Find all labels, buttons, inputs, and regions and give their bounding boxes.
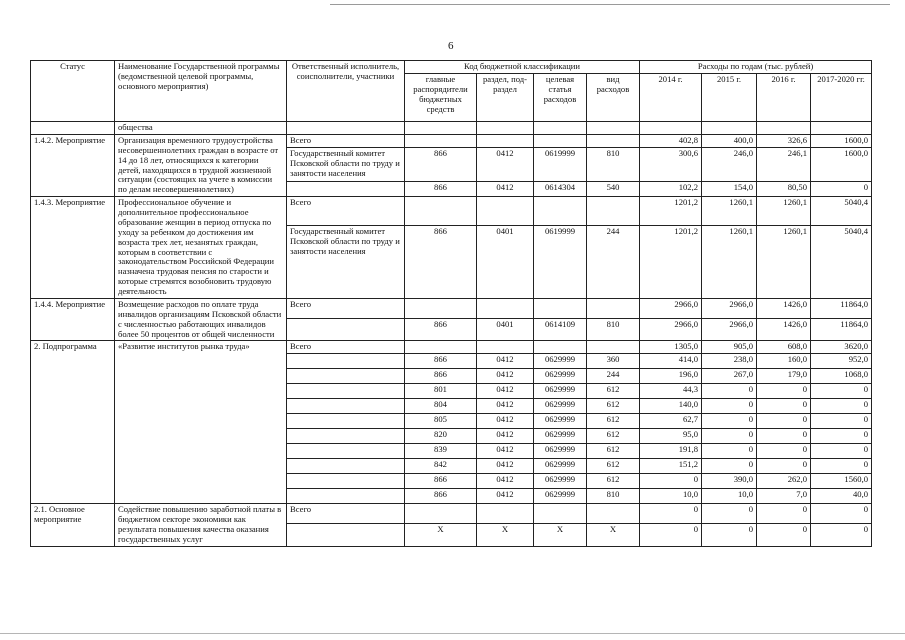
grbs-code: 866	[405, 148, 477, 181]
header-year-col: 2017-2020 гг.	[811, 74, 872, 122]
year-value: 80,50	[757, 181, 811, 196]
executor-cell	[287, 414, 405, 429]
year-value: 196,0	[640, 369, 702, 384]
section-status: 1.4.3. Мероприятие	[31, 197, 115, 299]
year-value: 2966,0	[640, 318, 702, 341]
target-article-code: 0629999	[534, 414, 587, 429]
empty-code-cell	[405, 134, 477, 147]
section-code: 0412	[477, 384, 534, 399]
total-value: 400,0	[702, 134, 757, 147]
target-article-code: 0619999	[534, 148, 587, 181]
grbs-code: 866	[405, 489, 477, 504]
target-article-code: 0629999	[534, 444, 587, 459]
section-name: Организация временного трудоустройства несовершеннолетних граждан в возрасте от 14 до 18 лет, относящихся к категории детей, находящихся в трудной жизненной ситуации (состоящих на учете в комиссии по делам несовершеннолетних)	[115, 134, 287, 196]
year-value: 0	[702, 399, 757, 414]
empty-code-cell	[405, 298, 477, 318]
total-value: 2966,0	[640, 298, 702, 318]
year-value: 246,1	[757, 148, 811, 181]
empty-code-cell	[405, 504, 477, 524]
section-code: 0412	[477, 429, 534, 444]
expense-type-code: 360	[587, 354, 640, 369]
total-value: 1201,2	[640, 197, 702, 226]
empty-code-cell	[534, 504, 587, 524]
header-bcc-col: раздел, под-раздел	[477, 74, 534, 122]
year-value: 246,0	[702, 148, 757, 181]
expense-type-code: 612	[587, 459, 640, 474]
expense-type-code: 810	[587, 318, 640, 341]
year-value: 10,0	[702, 489, 757, 504]
target-article-code: 0629999	[534, 354, 587, 369]
executor-cell	[287, 318, 405, 341]
total-value: 3620,0	[811, 341, 872, 354]
header-year-col: 2016 г.	[757, 74, 811, 122]
grbs-code: 820	[405, 429, 477, 444]
grbs-code: 866	[405, 226, 477, 299]
header-bcc-col: главные распорядители бюджетных средств	[405, 74, 477, 122]
scan-artifact-line	[0, 633, 905, 634]
total-value: 1600,0	[811, 134, 872, 147]
page-number: 6	[448, 40, 454, 52]
target-article-code: 0629999	[534, 384, 587, 399]
year-value: 1560,0	[811, 474, 872, 489]
target-article-code: 0614304	[534, 181, 587, 196]
expense-type-code: 612	[587, 399, 640, 414]
expense-type-code: X	[587, 524, 640, 547]
total-label: Всего	[287, 504, 405, 524]
year-value: 0	[640, 474, 702, 489]
section-total-row	[31, 134, 872, 147]
year-value: 0	[702, 429, 757, 444]
expense-type-code: 612	[587, 429, 640, 444]
year-value: 44,3	[640, 384, 702, 399]
empty-code-cell	[477, 134, 534, 147]
target-article-code: 0619999	[534, 226, 587, 299]
executor-cell: Государственный комитет Псковской области по труду и занятости населения	[287, 226, 405, 299]
year-value: 0	[702, 524, 757, 547]
header-bcc-col: вид расходов	[587, 74, 640, 122]
grbs-code: 866	[405, 369, 477, 384]
empty-code-cell	[477, 341, 534, 354]
year-value: 1260,1	[757, 226, 811, 299]
grbs-code: 866	[405, 318, 477, 341]
year-value: 1260,1	[702, 226, 757, 299]
year-value: 0	[811, 444, 872, 459]
grbs-code: 842	[405, 459, 477, 474]
section-status: 1.4.4. Мероприятие	[31, 298, 115, 341]
section-code: 0412	[477, 444, 534, 459]
year-value: 0	[702, 384, 757, 399]
empty-code-cell	[534, 197, 587, 226]
section-code: 0412	[477, 148, 534, 181]
empty-code-cell	[587, 504, 640, 524]
header-name: Наименование Государственной программы (ведомственной целевой программы, основного мероприятия)	[115, 61, 287, 122]
header-bcc-group: Код бюджетной классификации	[405, 61, 640, 74]
grbs-code: 866	[405, 181, 477, 196]
year-value: 267,0	[702, 369, 757, 384]
year-value: 102,2	[640, 181, 702, 196]
year-value: 151,2	[640, 459, 702, 474]
total-value: 1426,0	[757, 298, 811, 318]
total-value: 0	[757, 504, 811, 524]
year-value: 0	[757, 414, 811, 429]
year-value: 0	[811, 524, 872, 547]
target-article-code: 0614109	[534, 318, 587, 341]
section-code: 0412	[477, 369, 534, 384]
section-name: Возмещение расходов по оплате труда инвалидов организациям Псковской области с численностью работающих инвалидов более 50 процентов от общей численности	[115, 298, 287, 341]
target-article-code: 0629999	[534, 474, 587, 489]
year-value: 238,0	[702, 354, 757, 369]
header-expenses-group: Расходы по годам (тыс. рублей)	[640, 61, 872, 74]
total-value: 0	[702, 504, 757, 524]
year-value: 0	[757, 429, 811, 444]
section-status: 2.1. Основное мероприятие	[31, 504, 115, 547]
total-value: 1305,0	[640, 341, 702, 354]
year-value: 1426,0	[757, 318, 811, 341]
total-value: 1260,1	[757, 197, 811, 226]
total-label: Всего	[287, 134, 405, 147]
empty-code-cell	[587, 298, 640, 318]
section-total-row	[31, 341, 872, 354]
year-value: 0	[811, 384, 872, 399]
expense-type-code: 612	[587, 384, 640, 399]
year-value: 7,0	[757, 489, 811, 504]
grbs-code: 804	[405, 399, 477, 414]
section-name: «Развитие институтов рынка труда»	[115, 341, 287, 504]
section-code: 0412	[477, 181, 534, 196]
empty-code-cell	[534, 298, 587, 318]
executor-cell	[287, 384, 405, 399]
year-value: 40,0	[811, 489, 872, 504]
year-value: 0	[757, 444, 811, 459]
total-label: Всего	[287, 197, 405, 226]
carry-over-row	[31, 122, 872, 135]
executor-cell	[287, 489, 405, 504]
total-value: 11864,0	[811, 298, 872, 318]
grbs-code: 839	[405, 444, 477, 459]
executor-cell	[287, 354, 405, 369]
expense-type-code: 540	[587, 181, 640, 196]
total-label: Всего	[287, 298, 405, 318]
year-value: 0	[811, 414, 872, 429]
scan-artifact-line	[330, 4, 890, 5]
expense-type-code: 612	[587, 474, 640, 489]
year-value: 140,0	[640, 399, 702, 414]
year-value: 95,0	[640, 429, 702, 444]
year-value: 10,0	[640, 489, 702, 504]
section-total-row	[31, 197, 872, 226]
year-value: 0	[757, 384, 811, 399]
year-value: 179,0	[757, 369, 811, 384]
grbs-code: 801	[405, 384, 477, 399]
total-value: 2966,0	[702, 298, 757, 318]
target-article-code: 0629999	[534, 459, 587, 474]
year-value: 0	[757, 459, 811, 474]
total-value: 608,0	[757, 341, 811, 354]
year-value: 300,6	[640, 148, 702, 181]
expense-type-code: 244	[587, 369, 640, 384]
grbs-code: 866	[405, 354, 477, 369]
year-value: 160,0	[757, 354, 811, 369]
year-value: 1600,0	[811, 148, 872, 181]
grbs-code: X	[405, 524, 477, 547]
year-value: 0	[702, 414, 757, 429]
expense-type-code: 612	[587, 444, 640, 459]
executor-cell	[287, 459, 405, 474]
carry-over-text: общества	[115, 122, 287, 135]
year-value: 0	[811, 459, 872, 474]
empty-code-cell	[405, 341, 477, 354]
total-value: 0	[811, 504, 872, 524]
year-value: 5040,4	[811, 226, 872, 299]
section-name: Профессиональное обучение и дополнительное профессиональное образование женщин в период отпуска по уходу за ребенком до достижения им возраста трех лет, незанятых граждан, которым в соответствии с законодательством Российской Федерации назначена трудовая пенсия по старости и которые стремятся возобновить трудовую деятельность	[115, 197, 287, 299]
empty-code-cell	[477, 504, 534, 524]
target-article-code: 0629999	[534, 399, 587, 414]
section-status: 2. Подпрограмма	[31, 341, 115, 504]
executor-cell	[287, 444, 405, 459]
total-value: 5040,4	[811, 197, 872, 226]
empty-code-cell	[534, 134, 587, 147]
executor-cell: Государственный комитет Псковской области по труду и занятости населения	[287, 148, 405, 181]
header-year-col: 2015 г.	[702, 74, 757, 122]
year-value: 952,0	[811, 354, 872, 369]
empty-code-cell	[405, 197, 477, 226]
empty-code-cell	[587, 197, 640, 226]
target-article-code: X	[534, 524, 587, 547]
year-value: 0	[757, 524, 811, 547]
year-value: 191,8	[640, 444, 702, 459]
section-total-row	[31, 504, 872, 524]
year-value: 11864,0	[811, 318, 872, 341]
executor-cell	[287, 429, 405, 444]
section-name: Содействие повышению заработной платы в бюджетном секторе экономики как результата повышения качества оказания государственных услуг	[115, 504, 287, 547]
year-value: 1068,0	[811, 369, 872, 384]
year-value: 2966,0	[702, 318, 757, 341]
section-status: 1.4.2. Мероприятие	[31, 134, 115, 196]
target-article-code: 0629999	[534, 489, 587, 504]
header-executor: Ответственный исполнитель, соисполнители, участники	[287, 61, 405, 122]
section-code: 0412	[477, 459, 534, 474]
target-article-code: 0629999	[534, 369, 587, 384]
total-value: 1260,1	[702, 197, 757, 226]
executor-cell	[287, 474, 405, 489]
year-value: 154,0	[702, 181, 757, 196]
grbs-code: 805	[405, 414, 477, 429]
expense-type-code: 810	[587, 148, 640, 181]
empty-code-cell	[477, 298, 534, 318]
section-code: 0412	[477, 414, 534, 429]
total-value: 0	[640, 504, 702, 524]
empty-code-cell	[534, 341, 587, 354]
table-header	[31, 61, 872, 122]
total-value: 905,0	[702, 341, 757, 354]
executor-cell	[287, 181, 405, 196]
grbs-code: 866	[405, 474, 477, 489]
budget-table	[30, 60, 872, 547]
year-value: 0	[702, 444, 757, 459]
target-article-code: 0629999	[534, 429, 587, 444]
total-value: 402,8	[640, 134, 702, 147]
executor-cell	[287, 369, 405, 384]
section-code: X	[477, 524, 534, 547]
section-code: 0412	[477, 474, 534, 489]
expense-type-code: 612	[587, 414, 640, 429]
header-year-col: 2014 г.	[640, 74, 702, 122]
expense-type-code: 244	[587, 226, 640, 299]
year-value: 0	[811, 399, 872, 414]
header-bcc-col: целевая статья расходов	[534, 74, 587, 122]
section-total-row	[31, 298, 872, 318]
year-value: 0	[640, 524, 702, 547]
section-code: 0412	[477, 354, 534, 369]
year-value: 0	[702, 459, 757, 474]
table-body	[31, 122, 872, 547]
year-value: 0	[811, 429, 872, 444]
empty-code-cell	[477, 197, 534, 226]
section-code: 0401	[477, 226, 534, 299]
total-value: 326,6	[757, 134, 811, 147]
executor-cell	[287, 524, 405, 547]
year-value: 262,0	[757, 474, 811, 489]
section-code: 0401	[477, 318, 534, 341]
year-value: 0	[811, 181, 872, 196]
section-code: 0412	[477, 399, 534, 414]
expense-type-code: 810	[587, 489, 640, 504]
executor-cell	[287, 399, 405, 414]
header-status: Статус	[31, 61, 115, 122]
year-value: 390,0	[702, 474, 757, 489]
empty-code-cell	[587, 341, 640, 354]
year-value: 62,7	[640, 414, 702, 429]
year-value: 414,0	[640, 354, 702, 369]
total-label: Всего	[287, 341, 405, 354]
section-code: 0412	[477, 489, 534, 504]
year-value: 0	[757, 399, 811, 414]
year-value: 1201,2	[640, 226, 702, 299]
empty-code-cell	[587, 134, 640, 147]
